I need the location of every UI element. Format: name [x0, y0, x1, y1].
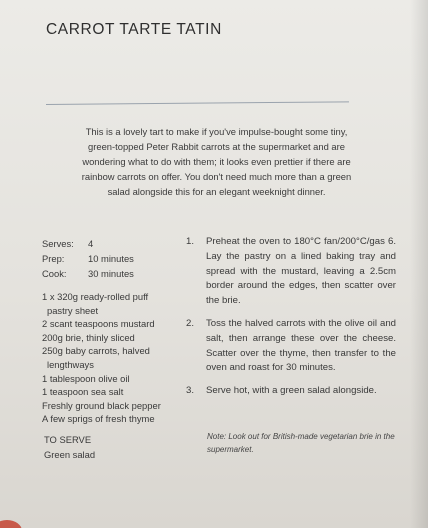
to-serve-section	[44, 433, 95, 462]
meta-prep	[42, 251, 134, 266]
ingredient-item: Freshly ground black pepper	[42, 399, 161, 411]
recipe-title: CARROT TARTE TATIN	[46, 21, 222, 38]
method-steps	[186, 235, 398, 407]
to-serve-item: Green salad	[44, 448, 96, 460]
ingredient-item: 200g brie, thinly sliced	[42, 331, 135, 343]
step-text: Toss the halved carrots with the olive oil and salt, then arrange these over the cheese. Scatter over the thyme, then transfer to the oven and roast for 30 minutes.	[206, 317, 396, 374]
meta-value: 4	[88, 238, 94, 249]
recipe-note: Note: Look out for British-made vegetarian brie in the supermarket.	[207, 432, 395, 454]
ingredient-item: A few sprigs of fresh thyme	[42, 413, 155, 425]
ingredient-item: 1 x 320g ready-rolled puff pastry sheet	[42, 291, 149, 316]
recipe-intro: This is a lovely tart to make if you've impulse-bought some tiny, green-topped Peter Rabbit carrots at the supermarket and are wondering what to do with them; it looks even prettier if there are rainbow carrots on offer. You don't need much more than a green salad alongside this for an elegant weeknight dinner.	[81, 126, 352, 198]
method-step	[186, 235, 398, 309]
step-number: 3.	[186, 385, 195, 397]
meta-serves	[42, 236, 134, 251]
step-number: 2.	[186, 317, 195, 329]
step-number: 1.	[186, 236, 195, 247]
ingredient-item: 250g baby carrots, halved lengthways	[42, 345, 150, 370]
meta-cook	[42, 266, 134, 281]
title-divider	[46, 101, 349, 105]
method-step	[186, 317, 398, 376]
ingredient-list	[42, 290, 177, 426]
ingredient-item: 2 scant teaspoons mustard	[42, 318, 155, 330]
meta-label: Serves:	[42, 238, 74, 249]
ingredient-item: 1 tablespoon olive oil	[42, 372, 130, 384]
recipe-meta	[42, 236, 134, 281]
page-edge-shadow	[410, 0, 428, 528]
meta-value: 10 minutes	[88, 253, 134, 265]
meta-label: Prep:	[42, 253, 65, 265]
ingredient-item: 1 teaspoon sea salt	[42, 386, 124, 398]
step-text: Serve hot, with a green salad alongside.	[206, 385, 377, 397]
corner-accent	[0, 520, 22, 528]
meta-value: 30 minutes	[88, 268, 134, 280]
to-serve-heading: TO SERVE	[44, 434, 92, 445]
step-text: Preheat the oven to 180°C fan/200°C/gas 6. Lay the pastry on a lined baking tray and spread with the mustard, leaving a 2.5cm border around the edges, then scatter over the brie.	[206, 236, 396, 307]
meta-label: Cook:	[42, 268, 67, 280]
method-step	[186, 384, 398, 399]
